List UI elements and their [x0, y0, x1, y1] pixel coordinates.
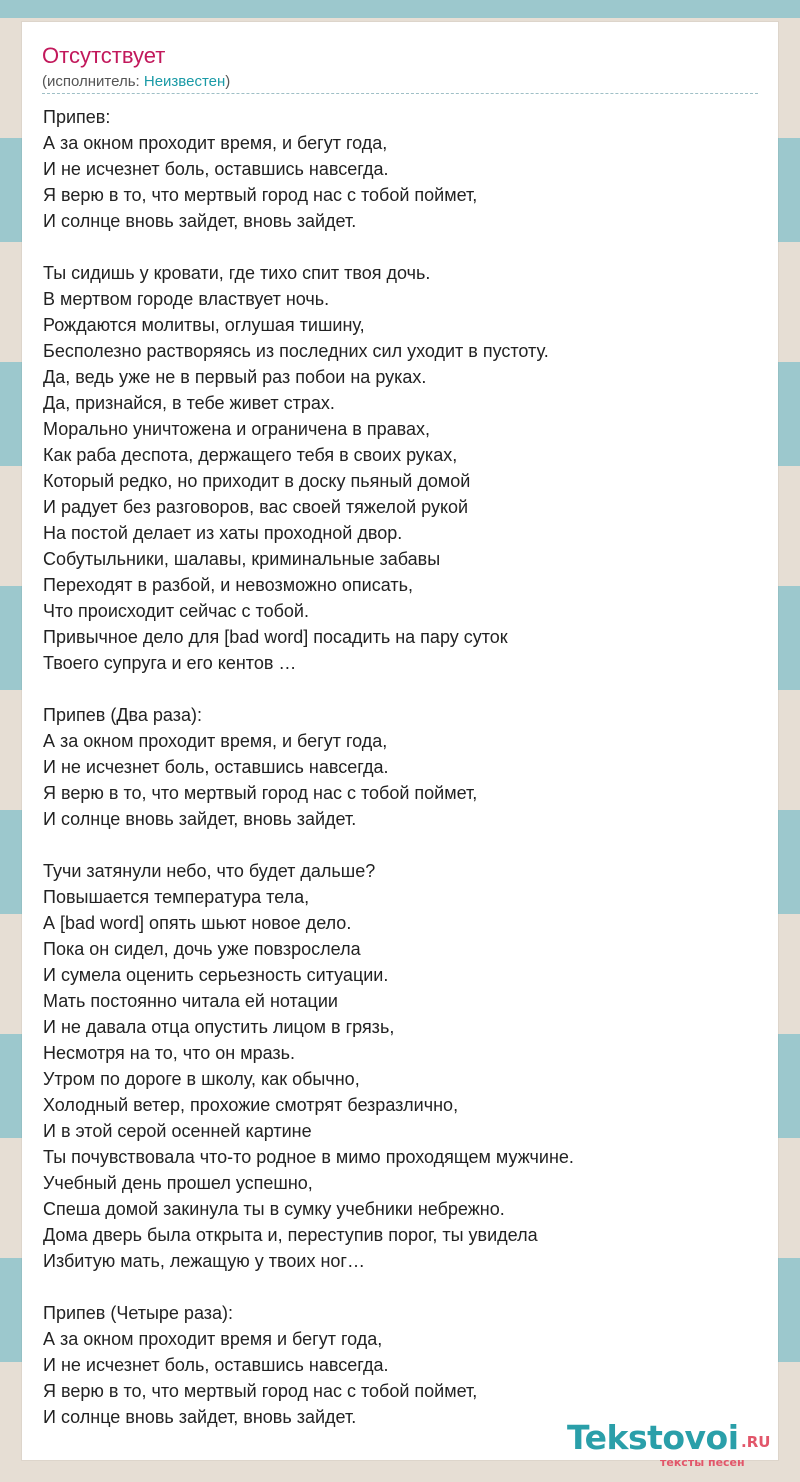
lyric-line: Мать постоянно читала ей нотации: [43, 991, 338, 1011]
performer-prefix: (исполнитель:: [42, 73, 144, 90]
lyrics-card: [22, 22, 778, 1469]
lyric-line: Дома дверь была открыта и, переступив порог, ты увидела: [43, 1225, 538, 1245]
lyric-line: И сумела оценить серьезность ситуации.: [43, 965, 389, 985]
lyric-line: Несмотря на то, что он мразь.: [43, 1043, 296, 1063]
lyric-line: Ты сидишь у кровати, где тихо спит твоя дочь.: [43, 263, 431, 283]
lyric-line: Как раба деспота, держащего тебя в своих руках,: [43, 445, 458, 465]
logo-wordmark: Tekstovoi: [567, 1418, 739, 1457]
stanza-break: [43, 1274, 763, 1300]
lyric-line: Да, ведь уже не в первый раз побои на руках.: [43, 367, 427, 387]
lyric-line: И солнце вновь зайдет, вновь зайдет.: [43, 1407, 357, 1427]
lyric-line: Утром по дороге в школу, как обычно,: [43, 1069, 360, 1089]
lyric-line: Рождаются молитвы, оглушая тишину,: [43, 315, 365, 335]
lyric-line: А [bad word] опять шьют новое дело.: [43, 913, 352, 933]
lyric-line: А за окном проходит время, и бегут года,: [43, 731, 388, 751]
lyric-line: Я верю в то, что мертвый город нас с тобой поймет,: [43, 185, 478, 205]
lyric-line: Я верю в то, что мертвый город нас с тобой поймет,: [43, 783, 478, 803]
title-divider: [42, 93, 758, 94]
lyric-line: И не исчезнет боль, оставшись навсегда.: [43, 1355, 389, 1375]
lyric-line: Тучи затянули небо, что будет дальше?: [43, 861, 376, 881]
lyric-line: Что происходит сейчас с тобой.: [43, 601, 309, 621]
stanza-break: [43, 676, 763, 702]
lyric-line: И солнце вновь зайдет, вновь зайдет.: [43, 211, 357, 231]
lyric-line: Твоего супруга и его кентов …: [43, 653, 297, 673]
lyric-line: И солнце вновь зайдет, вновь зайдет.: [43, 809, 357, 829]
logo-domain: .RU: [741, 1433, 771, 1451]
lyric-line: И в этой серой осенней картине: [43, 1121, 312, 1141]
logo-subtitle: тексты песен: [660, 1456, 745, 1469]
lyric-line: И не давала отца опустить лицом в грязь,: [43, 1017, 395, 1037]
performer-line: [42, 72, 230, 92]
lyric-line: Привычное дело для [bad word] посадить на пару суток: [43, 627, 508, 647]
lyric-line: Собутыльники, шалавы, криминальные забавы: [43, 549, 441, 569]
lyric-line: На постой делает из хаты проходной двор.: [43, 523, 403, 543]
lyric-line: Переходят в разбой, и невозможно описать,: [43, 575, 413, 595]
lyrics-text: [43, 104, 763, 1430]
lyric-line: И радует без разговоров, вас своей тяжелой рукой: [43, 497, 469, 517]
lyric-line: Который редко, но приходит в доску пьяный домой: [43, 471, 471, 491]
lyric-line: Спеша домой закинула ты в сумку учебники небрежно.: [43, 1199, 505, 1219]
stanza-break: [43, 234, 763, 260]
lyric-line: Припев (Два раза):: [43, 705, 202, 725]
performer-link[interactable]: Неизвестен: [143, 73, 226, 90]
song-title: Отсутствует: [42, 43, 166, 68]
lyric-line: Я верю в то, что мертвый город нас с тобой поймет,: [43, 1381, 478, 1401]
lyric-line: Учебный день прошел успешно,: [43, 1173, 313, 1193]
lyric-line: Да, признайся, в тебе живет страх.: [43, 393, 335, 413]
site-logo[interactable]: [567, 1420, 777, 1468]
lyric-line: Бесполезно растворяясь из последних сил уходит в пустоту.: [43, 341, 549, 361]
lyric-line: Избитую мать, лежащую у твоих ног…: [43, 1251, 365, 1271]
lyric-line: Морально уничтожена и ограничена в правах,: [43, 419, 430, 439]
lyric-line: И не исчезнет боль, оставшись навсегда.: [43, 159, 389, 179]
lyric-line: Пока он сидел, дочь уже повзрослела: [43, 939, 361, 959]
lyric-line: Припев:: [43, 107, 111, 127]
lyric-line: Ты почувствовала что-то родное в мимо проходящем мужчине.: [43, 1147, 574, 1167]
lyric-line: Повышается температура тела,: [43, 887, 310, 907]
lyric-line: Холодный ветер, прохожие смотрят безразлично,: [43, 1095, 459, 1115]
lyric-line: И не исчезнет боль, оставшись навсегда.: [43, 757, 389, 777]
lyric-line: А за окном проходит время, и бегут года,: [43, 133, 388, 153]
lyric-line: Припев (Четыре раза):: [43, 1303, 234, 1323]
lyric-line: А за окном проходит время и бегут года,: [43, 1329, 383, 1349]
lyric-line: В мертвом городе властвует ночь.: [43, 289, 330, 309]
stanza-break: [43, 832, 763, 858]
performer-suffix: ): [225, 73, 231, 90]
